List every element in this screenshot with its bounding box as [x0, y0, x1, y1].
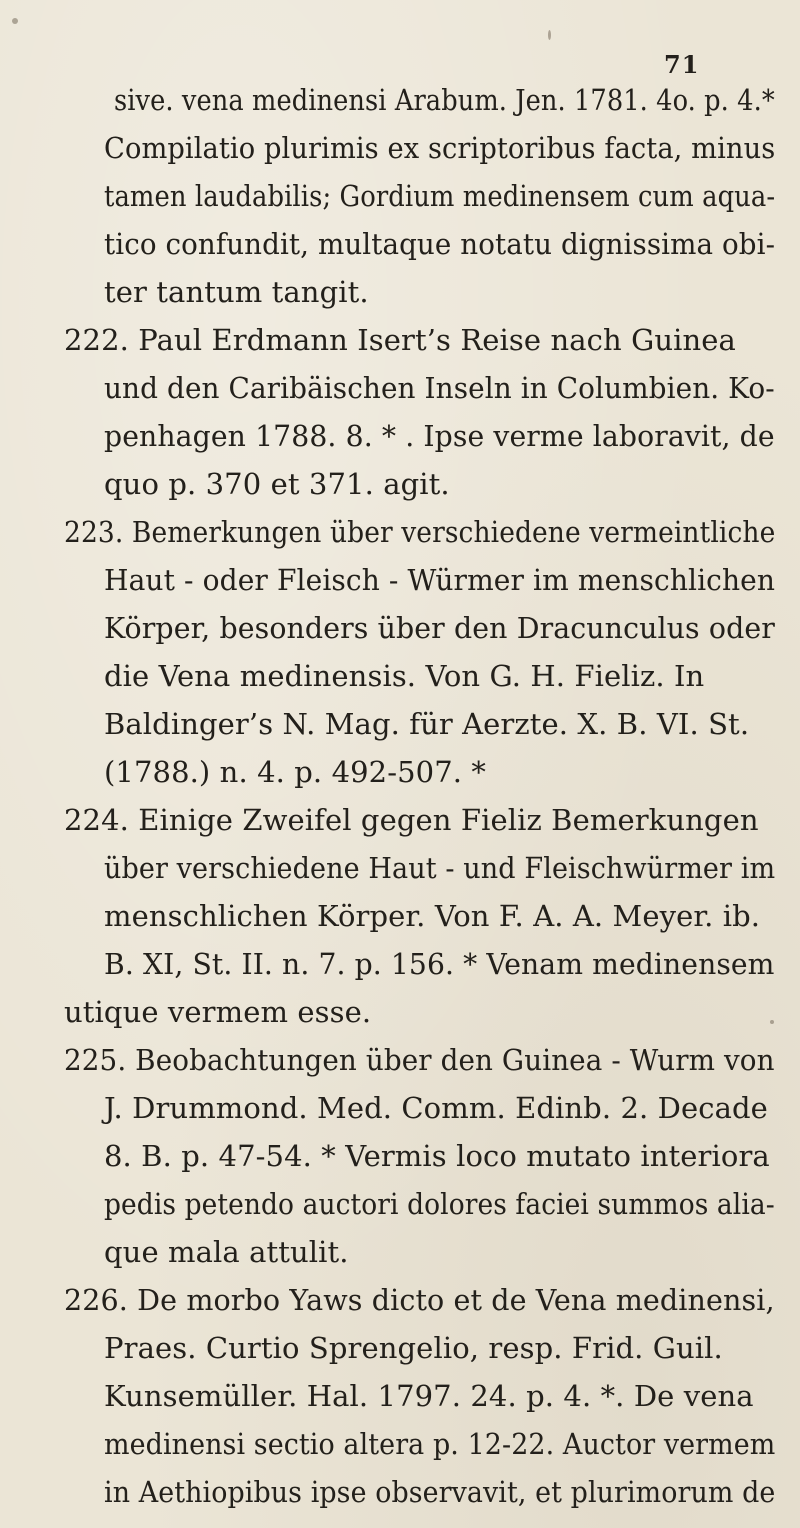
- text-line: B. XI, St. II. n. 7. p. 156. * Venam medinensem: [104, 947, 775, 981]
- text-line: und den Caribäischen Inseln in Columbien. Ko-: [104, 371, 775, 405]
- text-line: Compilatio plurimis ex scriptoribus facta, minus: [104, 131, 776, 165]
- text-line: (1788.) n. 4. p. 492-507. *: [104, 755, 487, 789]
- paper-speck: [12, 18, 18, 24]
- text-line: sive. vena medinensi Arabum. Jen. 1781. 4o. p. 4.*: [114, 83, 775, 117]
- text-line: die Vena medinensis. Von G. H. Fieliz. In: [104, 659, 705, 693]
- text-line: Haut - oder Fleisch - Würmer im menschlichen: [104, 563, 776, 597]
- entry-222: 222. Paul Erdmann Isert’s Reise nach Guinea: [64, 323, 736, 357]
- text-line: J. Drummond. Med. Comm. Edinb. 2. Decade: [104, 1091, 768, 1125]
- text-line: pedis petendo auctori dolores faciei summos alia-: [104, 1187, 775, 1221]
- paper-speck: [548, 30, 551, 40]
- entry-226: 226. De morbo Yaws dicto et de Vena medinensi,: [64, 1283, 775, 1317]
- text-line: penhagen 1788. 8. * . Ipse verme laboravit, de: [104, 419, 775, 453]
- text-line: utique vermem esse.: [64, 995, 372, 1029]
- text-line: que mala attulit.: [104, 1235, 349, 1269]
- text-line: quo p. 370 et 371. agit.: [104, 467, 450, 501]
- text-line: Praes. Curtio Sprengelio, resp. Frid. Guil.: [104, 1331, 723, 1365]
- paper-speck: [770, 1020, 774, 1024]
- text-line: 8. B. p. 47-54. * Vermis loco mutato interiora: [104, 1139, 770, 1173]
- text-line: über verschiedene Haut - und Fleischwürmer im: [104, 851, 776, 885]
- text-line: medinensi sectio altera p. 12-22. Auctor vermem: [104, 1427, 776, 1461]
- entry-223: 223. Bemerkungen über verschiedene vermeintliche: [64, 515, 776, 549]
- entry-224: 224. Einige Zweifel gegen Fieliz Bemerkungen: [64, 803, 759, 837]
- text-line: Baldinger’s N. Mag. für Aerzte. X. B. VI. St.: [104, 707, 750, 741]
- text-line: in Aethiopibus ipse observavit, et plurimorum de: [104, 1475, 776, 1509]
- entry-225: 225. Beobachtungen über den Guinea - Wurm von: [64, 1043, 775, 1077]
- page-number: 71: [664, 50, 700, 79]
- text-line: menschlichen Körper. Von F. A. A. Meyer. ib.: [104, 899, 761, 933]
- text-line: tamen laudabilis; Gordium medinensem cum aqua-: [104, 179, 776, 213]
- text-line: Körper, besonders über den Dracunculus oder: [104, 611, 775, 645]
- text-line: Kunsemüller. Hal. 1797. 24. p. 4. *. De vena: [104, 1379, 754, 1413]
- text-line: ter tantum tangit.: [104, 275, 369, 309]
- text-line: tico confundit, multaque notatu dignissima obi-: [104, 227, 776, 261]
